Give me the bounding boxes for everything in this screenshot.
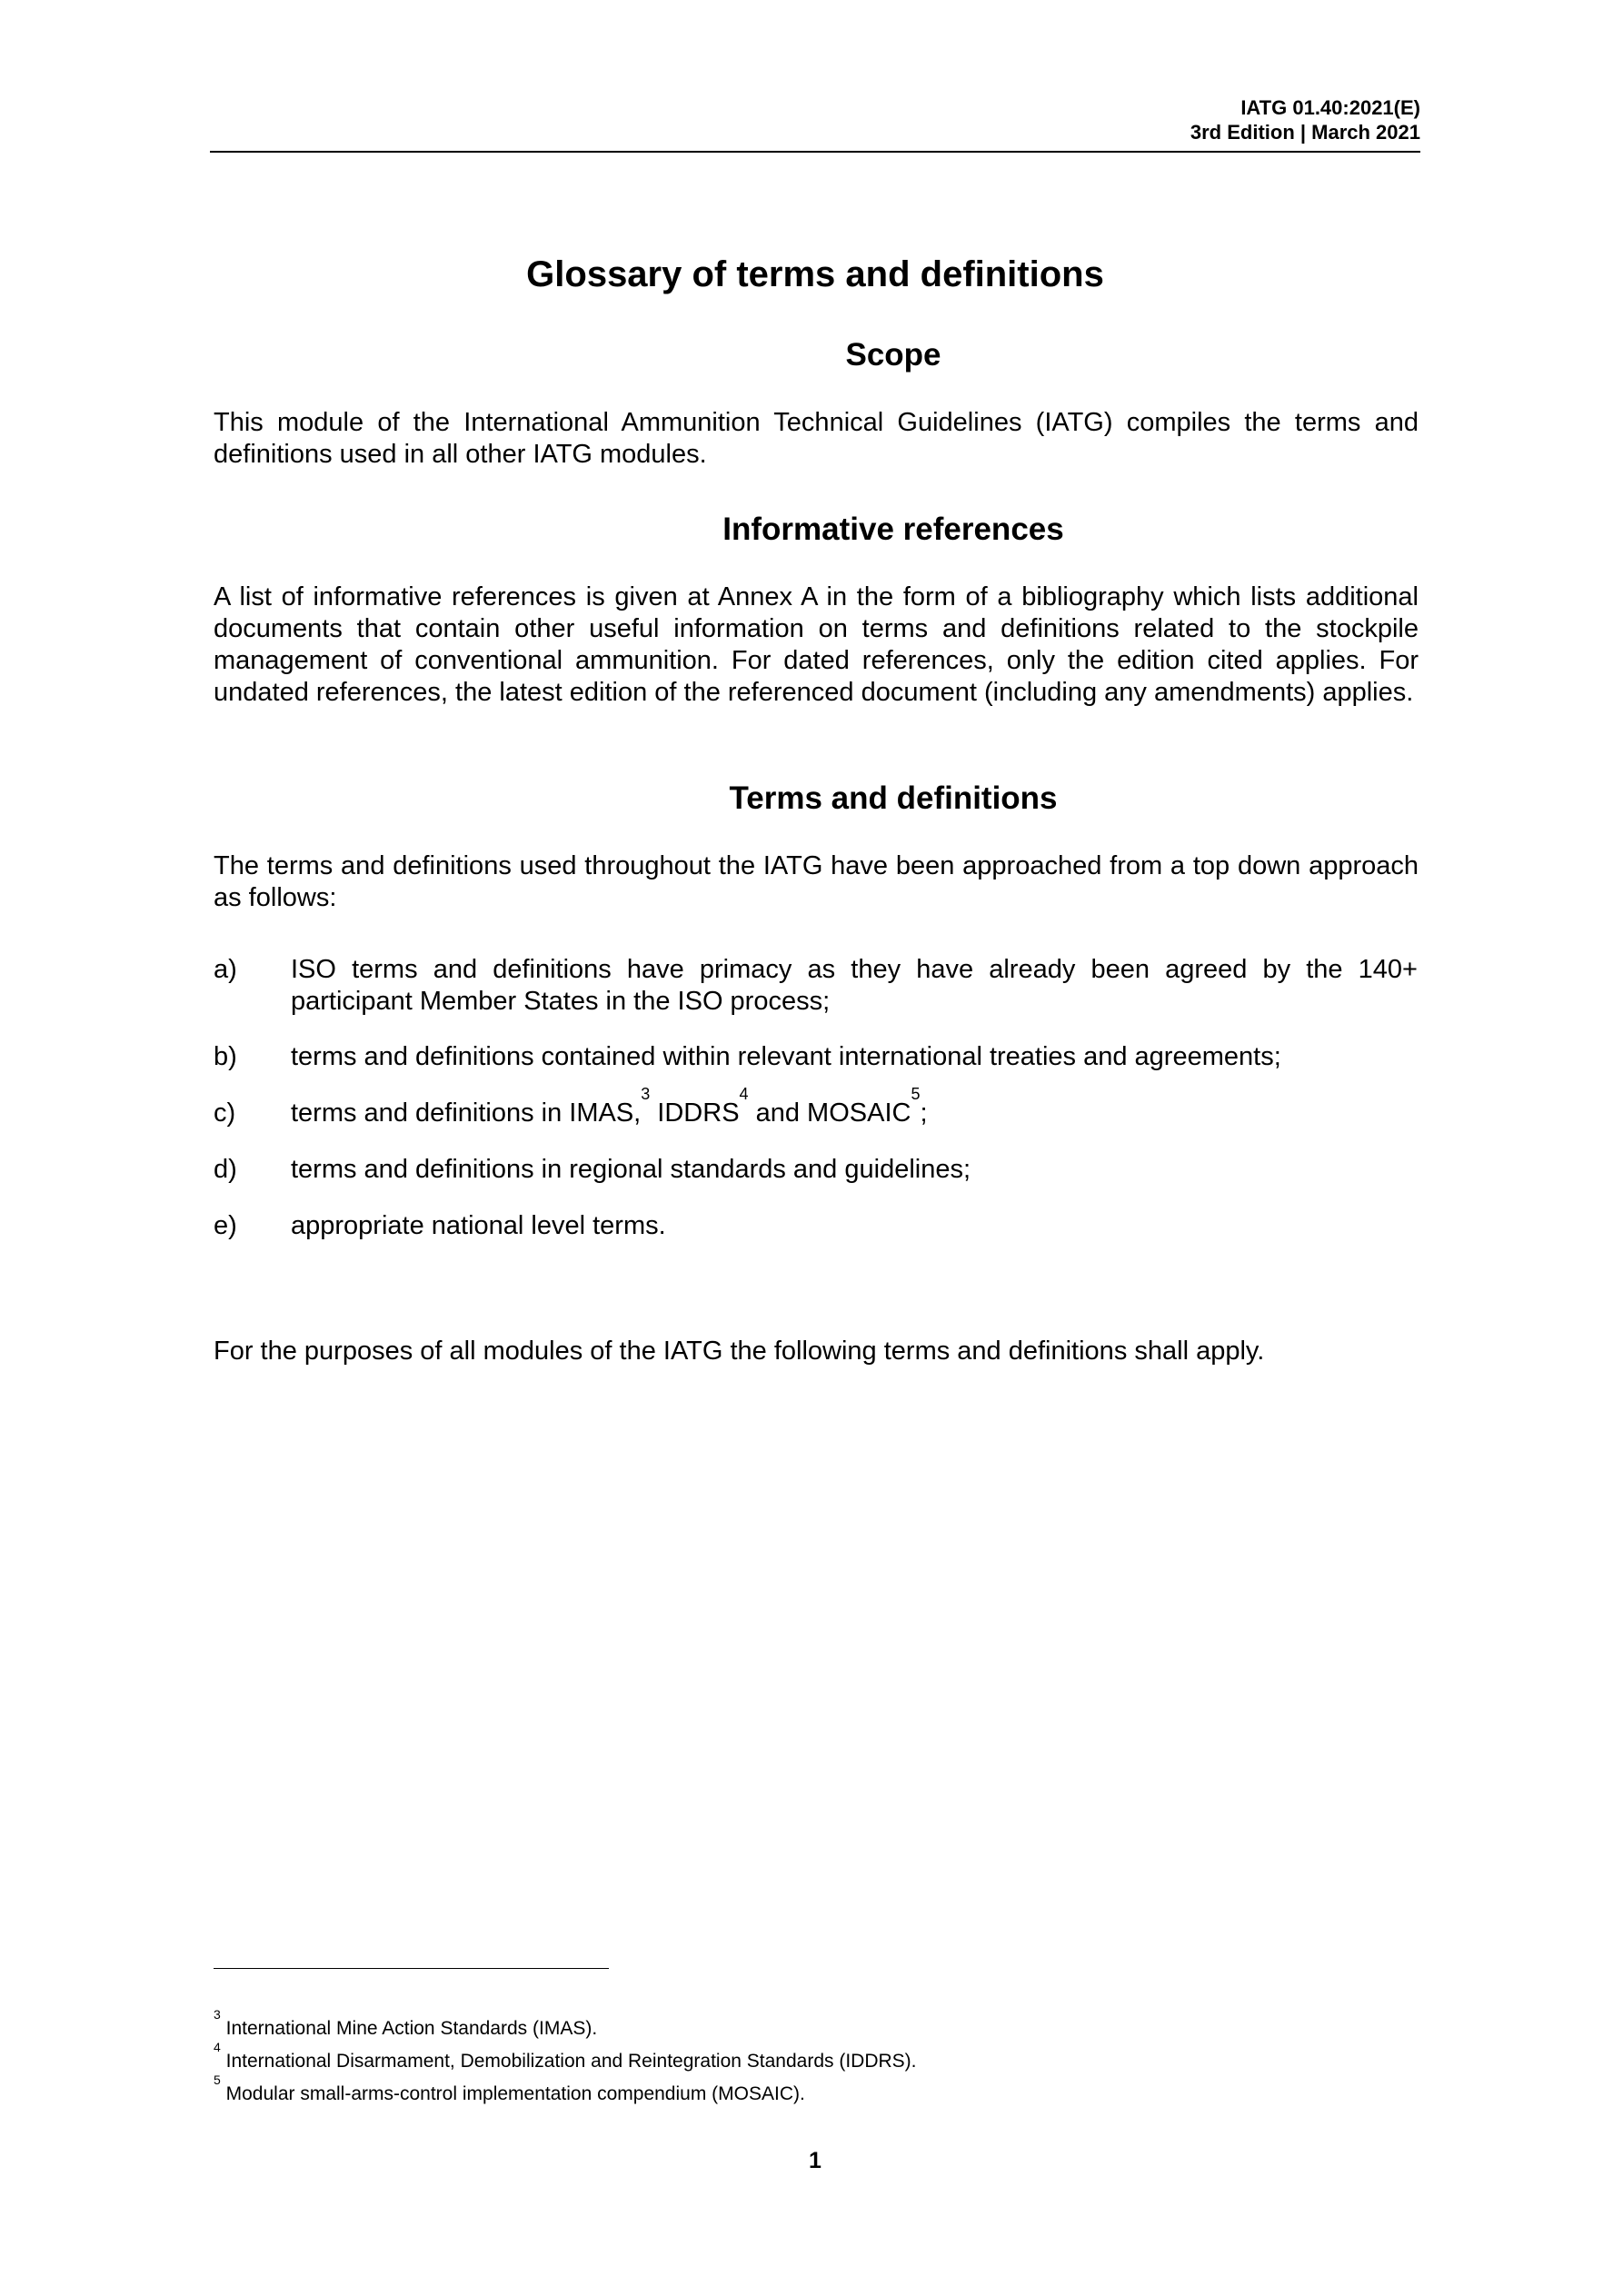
header-edition: 3rd Edition | March 2021 <box>1190 121 1420 144</box>
scope-paragraph: This module of the International Ammunition Technical Guidelines (IATG) compiles the terms and definitions used in all other IATG modules. <box>214 408 1419 469</box>
terms-definitions-intro: The terms and definitions used throughout the IATG have been approached from a top down approach as follows: <box>214 851 1419 912</box>
header-doc-id: IATG 01.40:2021(E) <box>1240 96 1420 119</box>
list-item-text: terms and definitions in regional standards and guidelines; <box>291 1155 971 1184</box>
terms-definitions-heading: Terms and definitions <box>729 780 1058 816</box>
footnote-3: $^3$ International Mine Action Standards (IMAS). <box>214 2007 598 2039</box>
informative-references-heading: Informative references <box>722 512 1064 547</box>
list-item-text: terms and definitions contained within relevant international treaties and agreements; <box>291 1042 1281 1071</box>
list-marker: e) <box>214 1211 237 1240</box>
list-marker: b) <box>214 1042 237 1071</box>
footnote-ref-4[interactable]: 4 <box>739 1085 749 1103</box>
header-rule <box>210 151 1420 153</box>
list-marker: c) <box>214 1098 236 1128</box>
list-item-text: appropriate national level terms. <box>291 1211 666 1240</box>
footnote-ref-3[interactable]: 3 <box>641 1085 651 1103</box>
footnote-separator <box>214 1968 609 1969</box>
closing-paragraph: For the purposes of all modules of the IATG the following terms and definitions shall apply. <box>214 1337 1265 1366</box>
list-item-text: terms and definitions in IMAS,$^3$ IDDRS$^4$ and MOSAIC$^5$; <box>291 1085 928 1128</box>
scope-heading: Scope <box>845 337 941 373</box>
footnote-4: $^4$ International Disarmament, Demobilization and Reintegration Standards (IDDRS). <box>214 2040 917 2072</box>
list-item-text: ISO terms and definitions have primacy as they have already been agreed by the 140+ participant Member States in the ISO process; <box>291 955 1418 1016</box>
page-title: Glossary of terms and definitions <box>526 254 1104 294</box>
footnote-ref-5[interactable]: 5 <box>911 1085 921 1103</box>
informative-references-paragraph: A list of informative references is given at Annex A in the form of a bibliography which lists additional documents that contain other useful information on terms and definitions related to the stockpile management of conventional ammunition. For dated references, only the edition cited applies. For undated references, the latest edition of the referenced document (including any amendments) applies. <box>214 582 1419 707</box>
running-header <box>210 95 1420 144</box>
page-number: 1 <box>809 2148 821 2173</box>
footnote-5: $^5$ Modular small-arms-control implementation compendium (MOSAIC). <box>214 2072 805 2104</box>
list-marker: d) <box>214 1155 237 1184</box>
list-marker: a) <box>214 955 237 984</box>
